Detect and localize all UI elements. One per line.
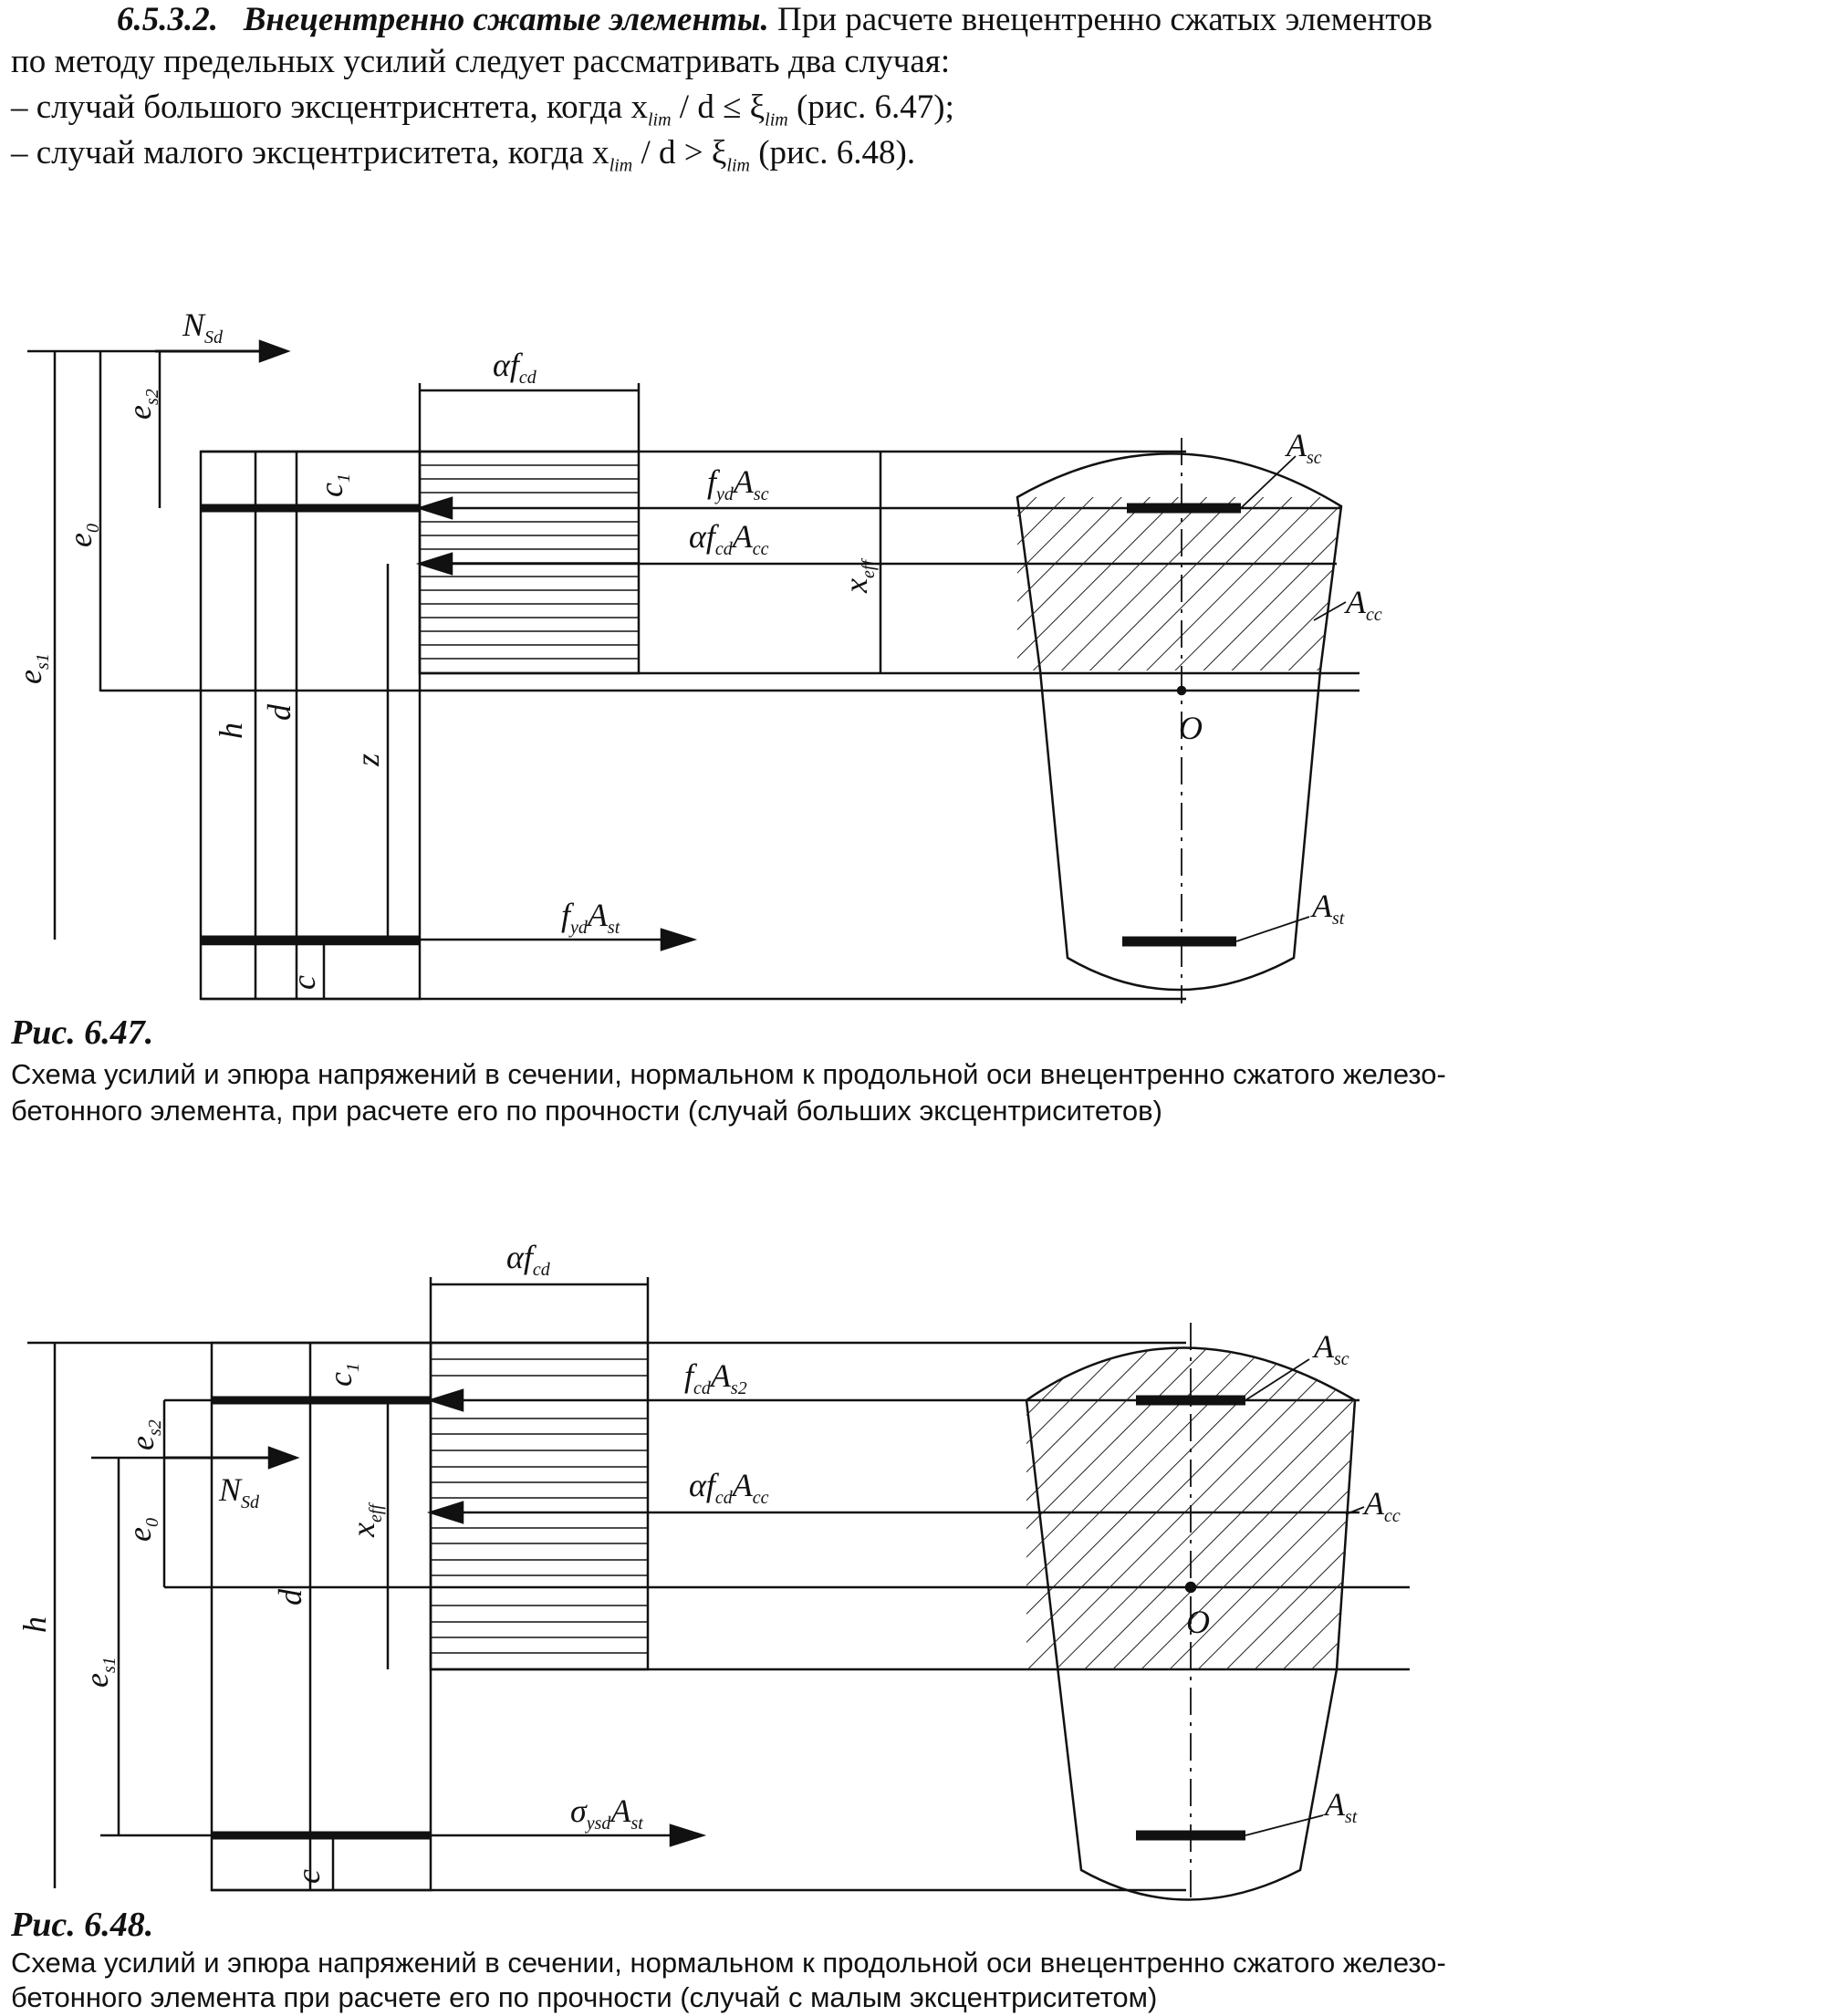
fig1-caption-title: Рис. 6.47. xyxy=(11,1013,154,1052)
bullet1-end: (рис. 6.47); xyxy=(787,88,954,126)
fig2-label-Acc: $A_{cc}$ xyxy=(1364,1485,1401,1526)
fig1-label-Acc: $A_{cc}$ xyxy=(1346,584,1382,625)
fig2-label-afcdAcc: $\alpha f_{cd}A_{cc}$ xyxy=(689,1467,769,1508)
fig1-label-NSd: $N_{Sd}$ xyxy=(182,307,224,348)
fig2-label-e0: $e_0$ xyxy=(121,1518,162,1542)
fig2-label-d: d xyxy=(272,1589,308,1606)
fig1-label-c: c xyxy=(286,975,322,990)
fig2-label-c1: $c_1$ xyxy=(322,1363,363,1387)
fig1-label-O: O xyxy=(1179,710,1203,746)
fig2-label-es1: $e_{s1}$ xyxy=(78,1657,120,1688)
bullet2-end: (рис. 6.48). xyxy=(749,134,916,171)
bullet2-sub2: lim xyxy=(726,155,750,176)
fig1-label-Asc: $A_{sc}$ xyxy=(1287,427,1322,468)
fig1-label-es1: $e_{s1}$ xyxy=(12,653,53,684)
figure-6-48-diagram xyxy=(0,1186,1823,1916)
fig1-label-afcd: $\alpha f_{cd}$ xyxy=(493,347,536,388)
fig2-label-Ast: $A_{st}$ xyxy=(1325,1786,1358,1827)
fig1-label-Ast: $A_{st}$ xyxy=(1312,888,1345,929)
bullet2-mid: / d > ξ xyxy=(632,134,727,171)
fig2-label-afcd: $\alpha f_{cd}$ xyxy=(506,1239,550,1280)
fig2-label-sigma: $\sigma_{ysd}A_{st}$ xyxy=(570,1793,643,1834)
fig1-label-h: h xyxy=(213,722,249,739)
bullet2-text: – случай малого эксцентриситета, когда x xyxy=(11,134,609,171)
section-title: Внецентренно сжатые элементы. xyxy=(243,1,769,38)
fig1-label-d: d xyxy=(261,704,297,721)
fig2-label-h: h xyxy=(16,1616,53,1633)
fig1-caption-line2: бетонного элемента, при расчете его по прочности (случай больших эксцентриситетов) xyxy=(11,1095,1162,1127)
fig2-label-NSd: $N_{Sd}$ xyxy=(219,1471,260,1512)
intro-line1-rest: При расчете внецентренно сжатых элементов xyxy=(776,1,1432,38)
intro-line2: по методу предельных усилий следует рассматривать два случая: xyxy=(11,43,951,80)
fig1-label-c1: $c_1$ xyxy=(313,473,354,497)
fig2-caption-line2: бетонного элемента при расчете его по прочности (случай с малым эксцентриситетом) xyxy=(11,1981,1158,2013)
fig1-caption-line1: Схема усилий и эпюра напряжений в сечении, нормальном к продольной оси внецентренно сжатого железо- xyxy=(11,1058,1446,1090)
fig1-label-z: z xyxy=(349,753,386,766)
fig2-label-O: O xyxy=(1186,1604,1210,1640)
bullet1-text: – случай большого эксцентриснтета, когда x xyxy=(11,88,648,126)
bullet1-sub: lim xyxy=(647,109,672,130)
section-number: 6.5.3.2. xyxy=(117,1,218,38)
fig2-caption-title: Рис. 6.48. xyxy=(11,1906,154,1944)
fig1-label-fydAsc: $f_{yd}A_{sc}$ xyxy=(707,463,769,504)
fig2-caption-line1: Схема усилий и эпюра напряжений в сечении, нормальном к продольной оси внецентренно сжатого железо- xyxy=(11,1947,1446,1979)
fig1-label-es2: $e_{s2}$ xyxy=(121,389,162,420)
fig1-label-xeff: $x_{eff}$ xyxy=(838,560,879,593)
fig2-label-fcdAs2: $f_{cd}A_{s2}$ xyxy=(684,1357,747,1398)
fig2-label-es2: $e_{s2}$ xyxy=(124,1419,165,1450)
bullet2-sub: lim xyxy=(609,155,633,176)
fig2-label-Asc: $A_{sc}$ xyxy=(1314,1328,1349,1369)
fig1-label-e0: $e_0$ xyxy=(62,524,103,547)
fig2-label-c: c xyxy=(290,1869,327,1884)
fig1-label-fydAst: $f_{yd}A_{st}$ xyxy=(561,897,620,938)
bullet1-sub2: lim xyxy=(765,109,788,130)
bullet1-mid: / d ≤ ξ xyxy=(671,88,766,126)
fig2-label-xeff: $x_{eff}$ xyxy=(345,1504,386,1537)
fig1-label-afcdAcc: $\alpha f_{cd}A_{cc}$ xyxy=(689,518,769,559)
